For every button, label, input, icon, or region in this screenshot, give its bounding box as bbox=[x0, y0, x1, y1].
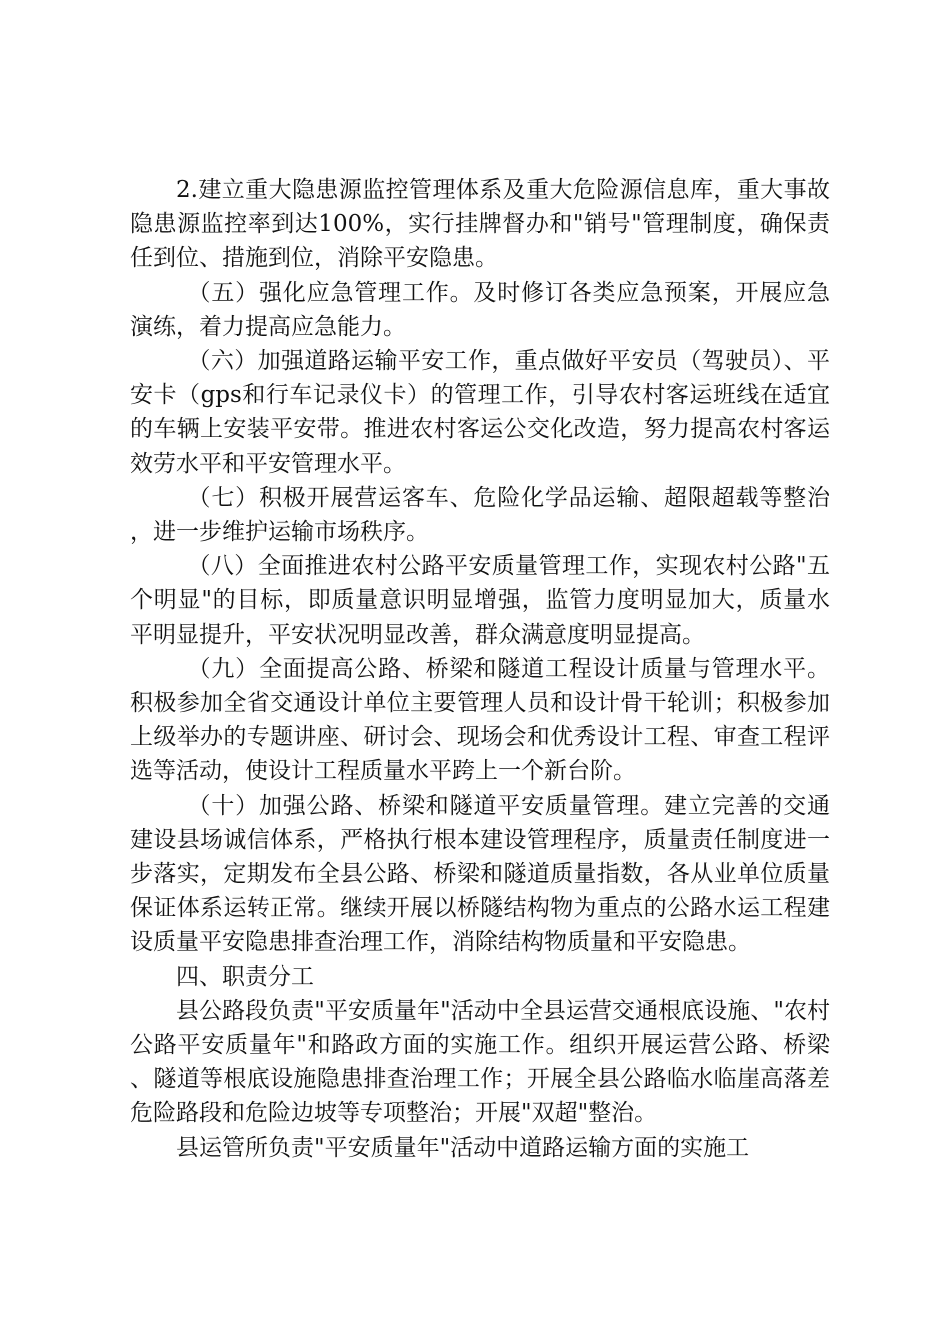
document-body bbox=[130, 173, 830, 1165]
paragraph-section-9: （九）全面提高公路、桥梁和隧道工程设计质量与管理水平。积极参加全省交通设计单位主要管理人员和设计骨干轮训；积极参加上级举办的专题讲座、研讨会、现场会和优秀设计工程、审查工程评选等活动，使设计工程质量水平跨上一个新台阶。 bbox=[130, 655, 830, 785]
paragraph-section-10: （十）加强公路、桥梁和隧道平安质量管理。建立完善的交通建设县场诚信体系，严格执行根本建设管理程序，质量责任制度进一步落实，定期发布全县公路、桥梁和隧道质量指数，各从业单位质量保证体系运转正常。继续开展以桥隧结构物为重点的公路水运工程建设质量平安隐患排查治理工作，消除结构物质量和平安隐患。 bbox=[130, 792, 830, 956]
paragraph-section-8: （八）全面推进农村公路平安质量管理工作，实现农村公路"五个明显"的目标，即质量意识明显增强，监管力度明显加大，质量水平明显提升，平安状况明显改善，群众满意度明显提高。 bbox=[130, 553, 830, 648]
section-heading-duties: 四、职责分工 bbox=[176, 963, 314, 990]
paragraph-section-6: （六）加强道路运输平安工作，重点做好平安员（驾驶员）、平安卡（gps和行车记录仪卡）的管理工作，引导农村客运班线在适宜的车辆上安装平安带。推进农村客运公交化改造，努力提高农村客运效劳水平和平安管理水平。 bbox=[130, 348, 830, 477]
paragraph-item-2: 2.建立重大隐患源监控管理体系及重大危险源信息库，重大事故隐患源监控率到达100%，实行挂牌督办和"销号"管理制度，确保责任到位、措施到位，消除平安隐患。 bbox=[130, 177, 830, 272]
paragraph-transport-office: 县运管所负责"平安质量年"活动中道路运输方面的实施工 bbox=[176, 1134, 750, 1161]
paragraph-section-7: （七）积极开展营运客车、危险化学品运输、超限超载等整治，进一步维护运输市场秩序。 bbox=[130, 484, 830, 546]
paragraph-section-5: （五）强化应急管理工作。及时修订各类应急预案，开展应急演练，着力提高应急能力。 bbox=[130, 279, 830, 340]
paragraph-highway-section: 县公路段负责"平安质量年"活动中全县运营交通根底设施、"农村公路平安质量年"和路政方面的实施工作。组织开展运营公路、桥梁、隧道等根底设施隐患排查治理工作；开展全县公路临水临崖高落差危险路段和危险边坡等专项整治；开展"双超"整治。 bbox=[130, 997, 830, 1127]
